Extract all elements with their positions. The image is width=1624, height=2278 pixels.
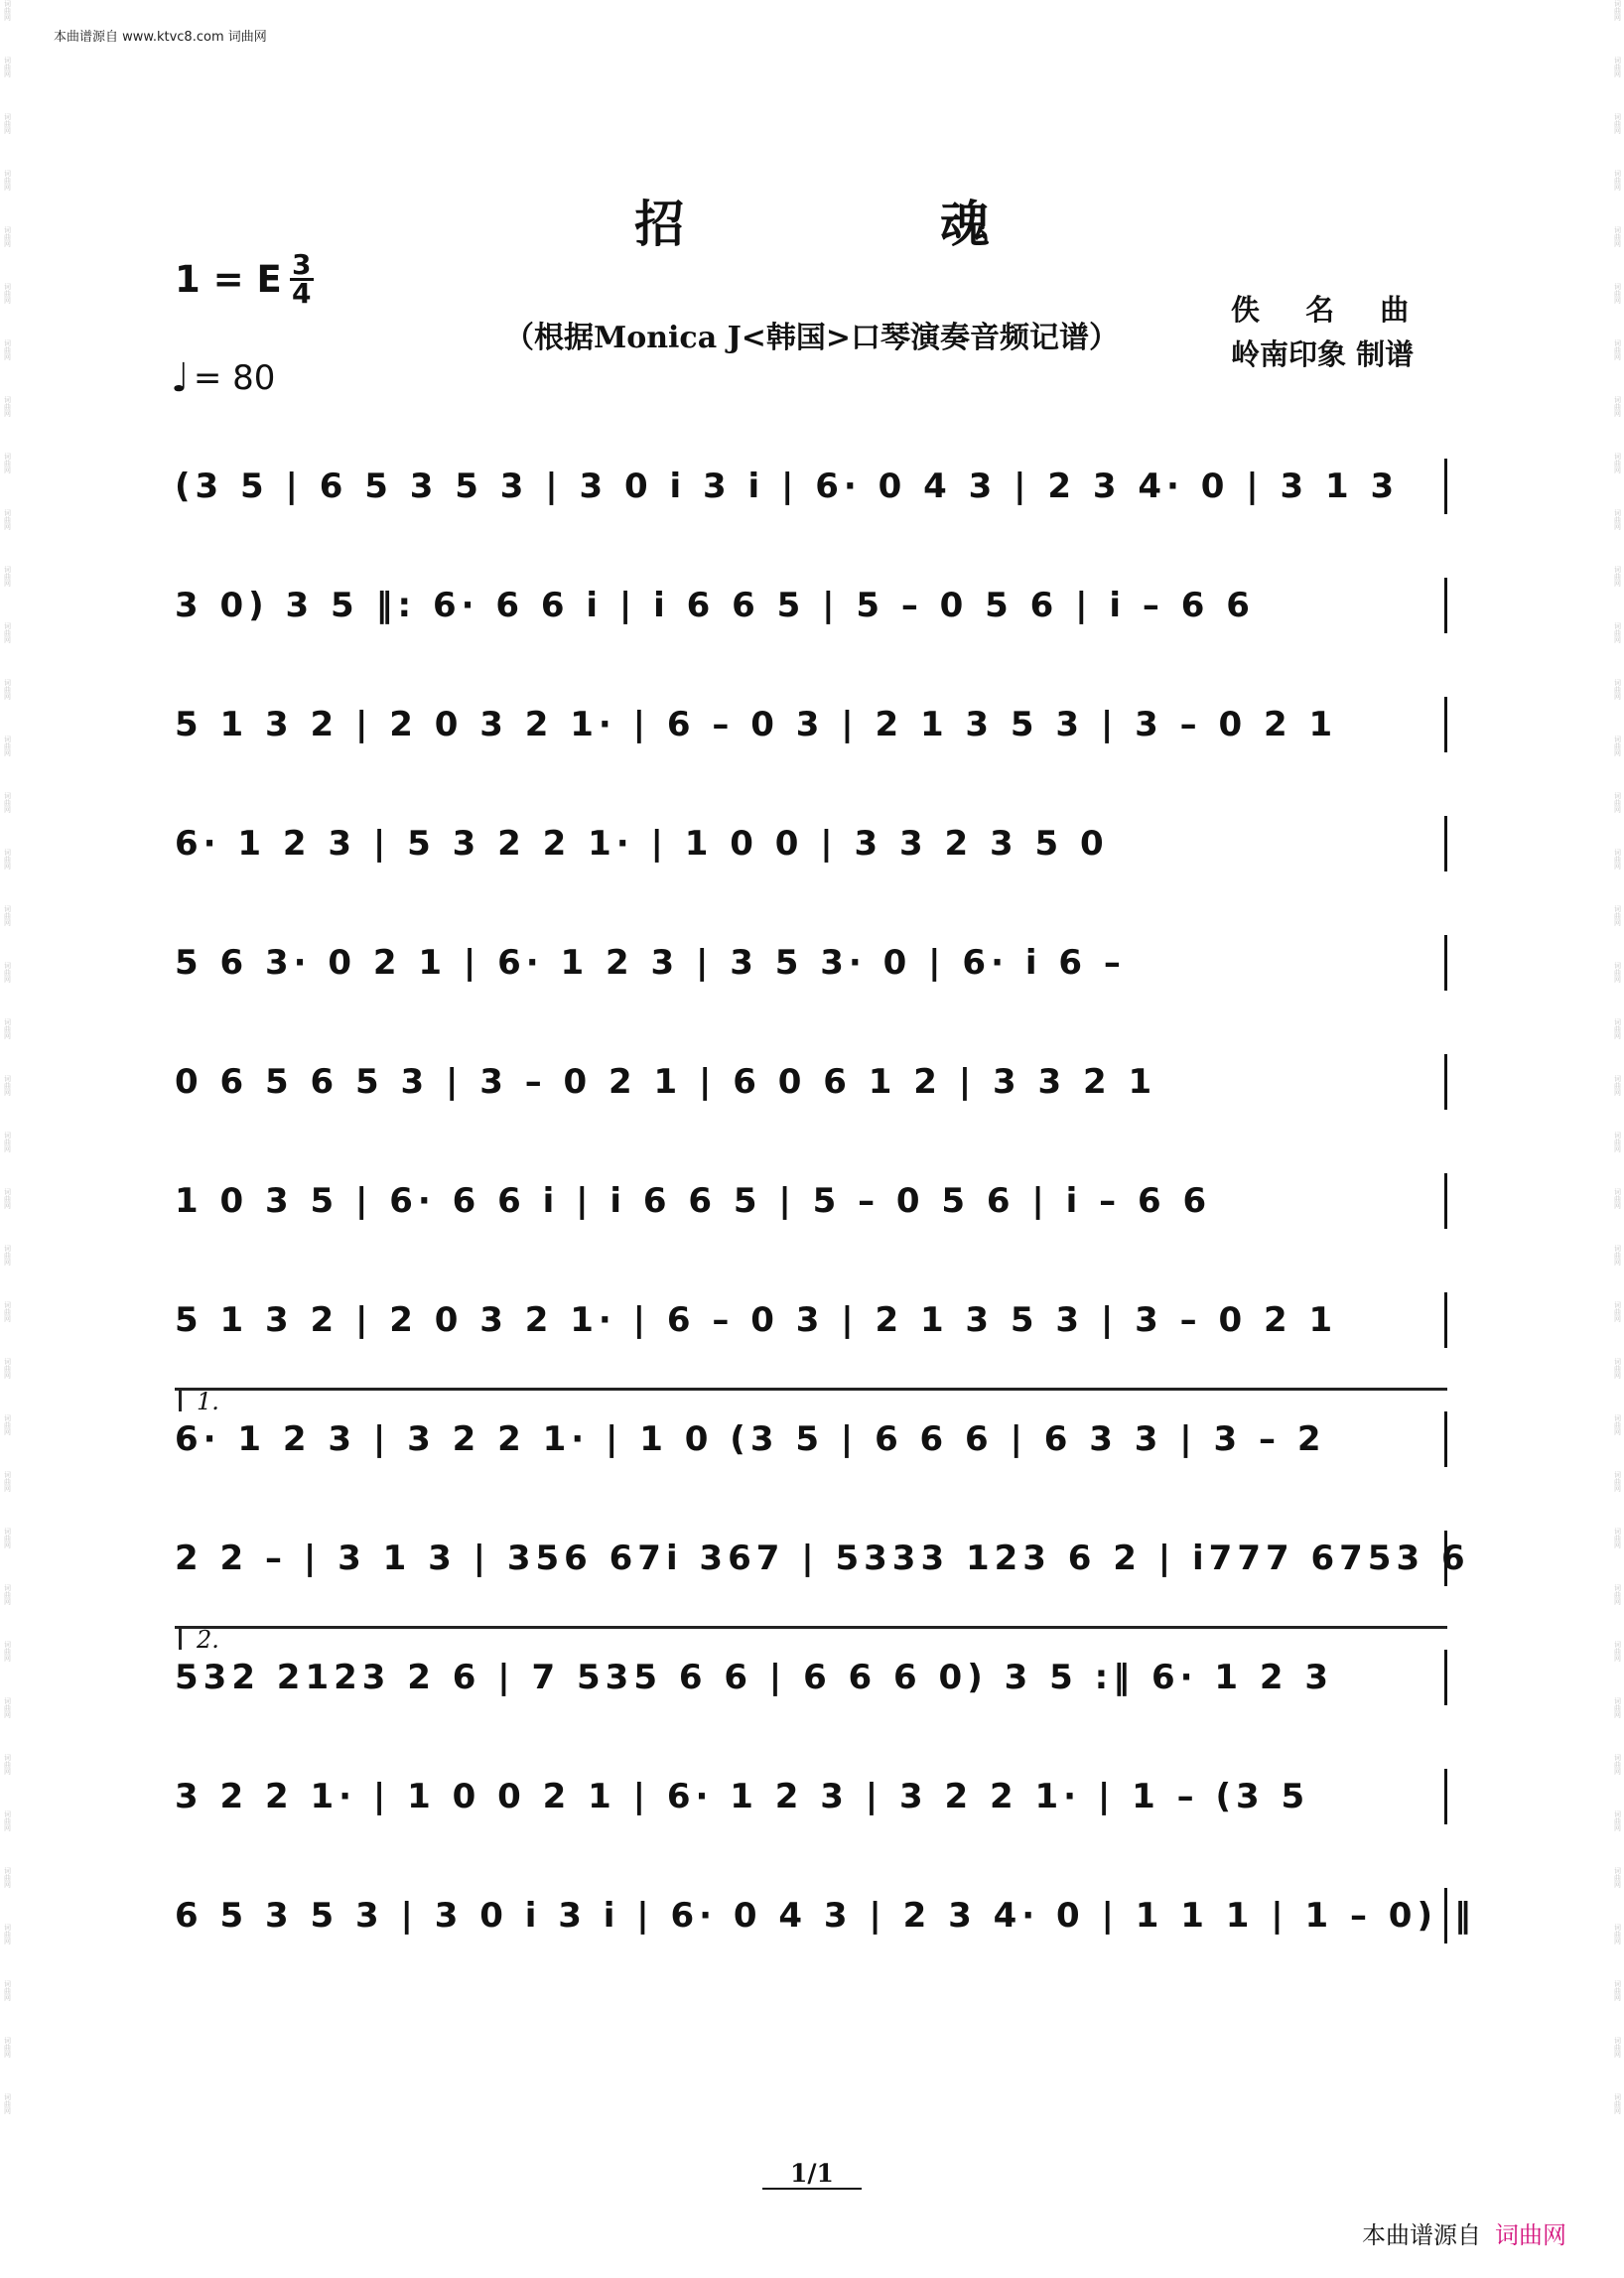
notation-line: 3 0) 3 5 ‖: 6· 6 6 i | i 6 6 5 | 5 – 0 5 6 | i – 6 6 [175, 586, 1255, 625]
watermark-text: 词曲网 [3, 1245, 12, 1266]
watermark-text: 词曲网 [3, 1584, 12, 1605]
watermark-text: 词曲网 [3, 1075, 12, 1096]
watermark-text: 词曲网 [3, 2037, 12, 2058]
watermark-text: 词曲网 [1613, 1867, 1622, 1888]
notation-line: 6· 1 2 3 | 3 2 2 1· | 1 0 (3 5 | 6 6 6 | 6 3 3 | 3 – 2 [175, 1419, 1326, 1459]
tempo-value: = 80 [193, 358, 276, 398]
notation-line: 532 2123 2 6 | 7 535 6 6 | 6 6 6 0) 3 5 :‖ 6· 1 2 3 [175, 1658, 1334, 1697]
watermark-text: 词曲网 [1613, 453, 1622, 473]
watermark-text: 词曲网 [3, 1301, 12, 1322]
watermark-text: 词曲网 [3, 339, 12, 360]
tempo-marking [171, 355, 275, 401]
watermark-text: 词曲网 [1613, 1584, 1622, 1605]
key-label: 1 = E [175, 258, 282, 301]
watermark-text: 词曲网 [3, 1754, 12, 1775]
barline [1444, 935, 1447, 991]
watermark-text: 词曲网 [1613, 849, 1622, 870]
watermark-text: 词曲网 [3, 0, 12, 21]
watermark-text: 词曲网 [1613, 1245, 1622, 1266]
watermark-text: 词曲网 [1613, 1075, 1622, 1096]
score-system [175, 665, 1447, 784]
right-watermark-strip [1610, 0, 1624, 2278]
score-system [175, 546, 1447, 665]
watermark-text: 词曲网 [1613, 1697, 1622, 1718]
watermark-text: 词曲网 [1613, 1358, 1622, 1379]
barline [1444, 1292, 1447, 1348]
page-number-text: 1/1 [762, 2159, 862, 2190]
footer-site-link[interactable]: 词曲网 [1495, 2221, 1566, 2249]
watermark-text: 词曲网 [1613, 1641, 1622, 1662]
watermark-text: 词曲网 [3, 622, 12, 643]
barline [1444, 459, 1447, 514]
notation-line: 0 6 5 6 5 3 | 3 – 0 2 1 | 6 0 6 1 2 | 3 3 2 1 [175, 1062, 1157, 1102]
score-body [175, 427, 1476, 1975]
barline [1444, 1054, 1447, 1110]
barline [1444, 1173, 1447, 1229]
notation-line: 3 2 2 1· | 1 0 0 2 1 | 6· 1 2 3 | 3 2 2 1· | 1 – (3 5 [175, 1777, 1310, 1816]
watermark-text: 词曲网 [3, 1980, 12, 2001]
composer-credit: 佚 名 曲 [1231, 293, 1427, 327]
left-watermark-strip [0, 0, 14, 2278]
watermark-text: 词曲网 [3, 226, 12, 247]
watermark-text: 词曲网 [3, 1697, 12, 1718]
score-system [175, 1737, 1447, 1856]
watermark-text: 词曲网 [3, 736, 12, 756]
watermark-text: 词曲网 [3, 1358, 12, 1379]
notation-line: 5 6 3· 0 2 1 | 6· 1 2 3 | 3 5 3· 0 | 6· i 6 – [175, 943, 1126, 983]
watermark-text: 词曲网 [3, 57, 12, 77]
score-system [175, 784, 1447, 903]
watermark-text: 词曲网 [3, 1810, 12, 1831]
barline [1444, 1650, 1447, 1705]
watermark-text: 词曲网 [3, 170, 12, 191]
score-system [175, 427, 1447, 546]
song-title: 招 魂 [634, 195, 1109, 253]
watermark-text: 词曲网 [1613, 1471, 1622, 1492]
time-signature-numerator: 3 [292, 248, 312, 281]
watermark-text: 词曲网 [1613, 1188, 1622, 1209]
volta-bracket-mark [179, 1626, 182, 1650]
watermark-text: 词曲网 [1613, 1018, 1622, 1039]
quarter-note-icon: ♩ [171, 355, 190, 401]
barline [1444, 697, 1447, 752]
volta-bracket [175, 1626, 1447, 1629]
volta-ending-label: 1. [197, 1388, 219, 1415]
watermark-text: 词曲网 [1613, 170, 1622, 191]
barline [1444, 1888, 1447, 1943]
watermark-text: 词曲网 [3, 1471, 12, 1492]
watermark-text: 词曲网 [1613, 1924, 1622, 1944]
watermark-text: 词曲网 [1613, 1980, 1622, 2001]
watermark-text: 词曲网 [3, 283, 12, 304]
watermark-text: 词曲网 [1613, 2037, 1622, 2058]
watermark-text: 词曲网 [1613, 1301, 1622, 1322]
time-signature-denominator: 4 [292, 277, 312, 310]
watermark-text: 词曲网 [1613, 1810, 1622, 1831]
watermark-text: 词曲网 [3, 679, 12, 700]
notation-line: 5 1 3 2 | 2 0 3 2 1· | 6 – 0 3 | 2 1 3 5 3 | 3 – 0 2 1 [175, 705, 1338, 744]
score-system [175, 903, 1447, 1022]
watermark-text: 词曲网 [1613, 1132, 1622, 1152]
watermark-text: 词曲网 [1613, 905, 1622, 926]
score-system [175, 1618, 1447, 1737]
score-system [175, 1261, 1447, 1380]
watermark-text: 词曲网 [3, 1641, 12, 1662]
watermark-text: 词曲网 [3, 1018, 12, 1039]
watermark-text: 词曲网 [1613, 226, 1622, 247]
score-system [175, 1499, 1470, 1618]
watermark-text: 词曲网 [1613, 509, 1622, 530]
watermark-text: 词曲网 [1613, 113, 1622, 134]
notation-line: 6· 1 2 3 | 5 3 2 2 1· | 1 0 0 | 3 3 2 3 5 0 [175, 824, 1109, 864]
watermark-text: 词曲网 [1613, 962, 1622, 983]
subtitle: （根据Monica J<韩国>口琴演奏音频记谱） [504, 321, 1120, 355]
watermark-text: 词曲网 [3, 905, 12, 926]
barline [1444, 1531, 1447, 1586]
watermark-text: 词曲网 [1613, 283, 1622, 304]
notation-line: 5 1 3 2 | 2 0 3 2 1· | 6 – 0 3 | 2 1 3 5 3 | 3 – 0 2 1 [175, 1300, 1338, 1340]
watermark-text: 词曲网 [3, 1132, 12, 1152]
notation-line: 6 5 3 5 3 | 3 0 i 3 i | 6· 0 4 3 | 2 3 4· 0 | 1 1 1 | 1 – 0) ‖ [175, 1896, 1476, 1936]
watermark-text: 词曲网 [1613, 0, 1622, 21]
time-signature [290, 248, 314, 310]
watermark-text: 词曲网 [1613, 1754, 1622, 1775]
watermark-text: 词曲网 [1613, 396, 1622, 417]
notation-line: (3 5 | 6 5 3 5 3 | 3 0 i 3 i | 6· 0 4 3 | 2 3 4· 0 | 3 1 3 [175, 467, 1400, 506]
page-number [0, 2159, 1624, 2188]
watermark-text: 词曲网 [3, 453, 12, 473]
watermark-text: 词曲网 [3, 849, 12, 870]
watermark-text: 词曲网 [3, 2093, 12, 2114]
watermark-text: 词曲网 [1613, 679, 1622, 700]
watermark-text: 词曲网 [1613, 622, 1622, 643]
score-system [175, 1022, 1447, 1141]
barline [1444, 578, 1447, 633]
watermark-text: 词曲网 [1613, 1528, 1622, 1548]
score-system [175, 1141, 1447, 1261]
watermark-text: 词曲网 [3, 1867, 12, 1888]
watermark-text: 词曲网 [3, 509, 12, 530]
volta-ending-label: 2. [197, 1626, 219, 1654]
watermark-text: 词曲网 [1613, 792, 1622, 813]
watermark-text: 词曲网 [3, 1188, 12, 1209]
watermark-text: 词曲网 [1613, 736, 1622, 756]
watermark-text: 词曲网 [3, 1414, 12, 1435]
watermark-text: 词曲网 [3, 566, 12, 587]
watermark-text: 词曲网 [3, 962, 12, 983]
watermark-text: 词曲网 [1613, 339, 1622, 360]
arranger-credit: 岭南印象 制谱 [1231, 337, 1415, 371]
footer-label: 本曲谱源自 [1362, 2221, 1481, 2249]
footer-source [1362, 2215, 1566, 2250]
watermark-text: 词曲网 [1613, 566, 1622, 587]
score-system [175, 1380, 1447, 1499]
barline [1444, 816, 1447, 871]
watermark-text: 词曲网 [1613, 57, 1622, 77]
notation-line: 2 2 – | 3 1 3 | 356 67i 367 | 5333 123 6 2 | i777 6753 6 [175, 1539, 1470, 1578]
header-source-text: 本曲谱源自 www.ktvc8.com 词曲网 [54, 30, 267, 45]
watermark-text: 词曲网 [3, 396, 12, 417]
watermark-text: 词曲网 [3, 1528, 12, 1548]
barline [1444, 1411, 1447, 1467]
watermark-text: 词曲网 [3, 792, 12, 813]
watermark-text: 词曲网 [1613, 1414, 1622, 1435]
volta-bracket [175, 1388, 1447, 1391]
key-signature [175, 248, 314, 310]
watermark-text: 词曲网 [3, 113, 12, 134]
notation-line: 1 0 3 5 | 6· 6 6 i | i 6 6 5 | 5 – 0 5 6 | i – 6 6 [175, 1181, 1212, 1221]
watermark-text: 词曲网 [3, 1924, 12, 1944]
score-system [175, 1856, 1476, 1975]
barline [1444, 1769, 1447, 1824]
volta-bracket-mark [179, 1388, 182, 1411]
watermark-text: 词曲网 [1613, 2093, 1622, 2114]
